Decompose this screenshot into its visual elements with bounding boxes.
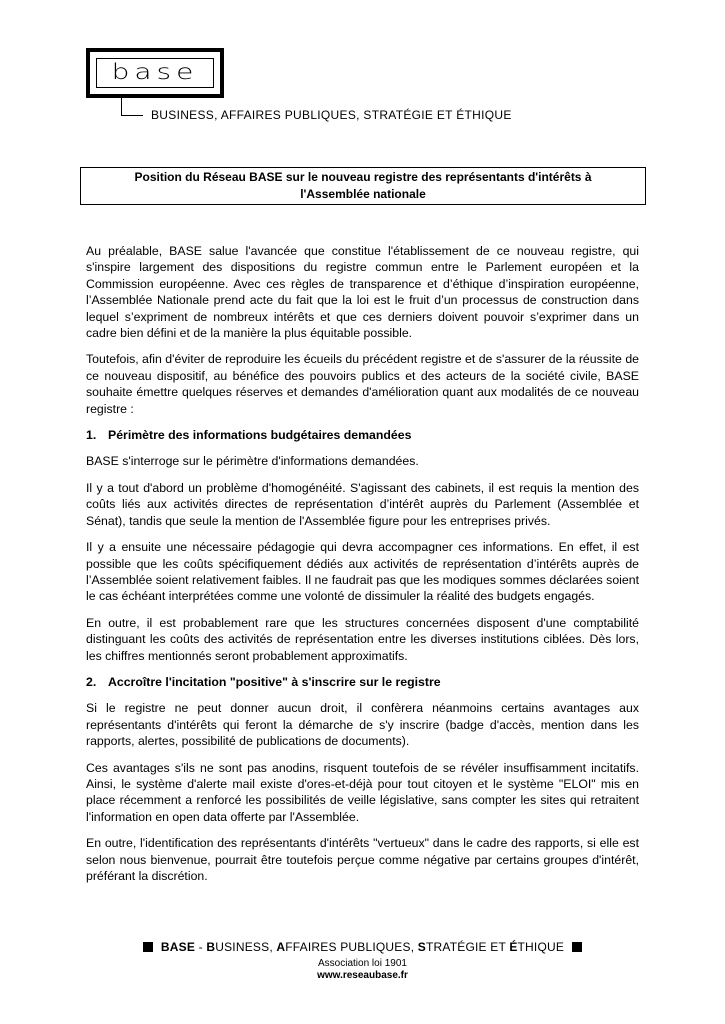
footer-website-link[interactable]: www.reseaubase.fr bbox=[317, 970, 408, 981]
paragraph-vertueux: En outre, l'identification des représentants d'intérêts "vertueux" dans le cadre des rapports, si elle est selon nous bienvenue, pourrait être toutefois perçue comme négative par certains groupes d'intérêt, préférant la discrétion. bbox=[86, 836, 639, 883]
square-bullet-icon bbox=[143, 942, 153, 952]
section-title-1: Périmètre des informations budgétaires demandées bbox=[108, 428, 412, 443]
footer-brand-text: BASE - BUSINESS, AFFAIRES PUBLIQUES, STRATÉGIE ET ÉTHIQUE bbox=[160, 940, 565, 954]
paragraph-incitatifs: Ces avantages s'ils ne sont pas anodins, risquent toutefois de se révéler insuffisamment incitatifs. Ainsi, le système d'alerte mail existe d'ores-et-déjà pour tout citoyen et le système "ELOI" mis en place récemment a renforcé les possibilités de veille législative, sans compter les sites qui retraitent l'information en open data offerte par l'Assemblée. bbox=[86, 760, 639, 824]
paragraph-reserves: Toutefois, afin d'éviter de reproduire les écueils du précédent registre et de s'assurer de la réussite de ce nouveau dispositif, au bénéfice des pouvoirs publics et des acteurs de la société civile, BASE souhaite émettre quelques réserves et demandes d'amélioration quant aux modalités de ce nouveau registre : bbox=[86, 352, 639, 416]
section-number-1: 1. bbox=[86, 428, 97, 443]
logo-text: base bbox=[111, 59, 199, 84]
footer-brand-line bbox=[0, 940, 725, 954]
paragraph-pedagogie: Il y a ensuite une nécessaire pédagogie qui devra accompagner ces informations. En effet, il est possible que les coûts spécifiquement dédiés aux activités de représentation d’intérêts auprès de l’Assemblée soient relativement faibles. Il ne faudrait pas que les modiques sommes déclarées soient le cas échéant interprétées comme une volonté de dissimuler la réalité des budgets engagés. bbox=[86, 540, 639, 604]
logo-inner-frame bbox=[96, 58, 214, 88]
paragraph-homogeneite: Il y a tout d'abord un problème d'homogénéité. S'agissant des cabinets, il est requis la mention des coûts liés aux activités directes de représentation d’intérêt auprès du Parlement (Assemblée et Sénat), tandis que seule la mention de l'Assemblée figure pour les entreprises privés. bbox=[86, 480, 639, 528]
section-title-2: Accroître l'incitation "positive" à s'inscrire sur le registre bbox=[108, 674, 441, 689]
logo-connector-branch bbox=[121, 115, 143, 116]
logo-connector-line bbox=[121, 98, 122, 115]
page-footer bbox=[0, 940, 725, 981]
section-heading-1 bbox=[86, 427, 639, 443]
document-title: Position du Réseau BASE sur le nouveau registre des représentants d'intérêts à l'Assemblée nationale bbox=[80, 167, 646, 205]
paragraph-intro: Au préalable, BASE salue l'avancée que constitue l'établissement de ce nouveau registre, qui s'inspire largement des dispositions du registre commun entre le Parlement européen et la Commission européenne. Avec ces règles de transparence et d’éthique d’inspiration européenne, l’Assemblée Nationale prend acte du fait que la loi est le fruit d’un processus de construction dans lequel s’expriment de nombreux intérêts et que ces derniers doivent pouvoir s’exprimer dans un cadre bien défini et de la manière la plus équitable possible. bbox=[86, 244, 639, 341]
square-bullet-icon bbox=[572, 942, 582, 952]
header-tagline: BUSINESS, AFFAIRES PUBLIQUES, STRATÉGIE ET ÉTHIQUE bbox=[151, 108, 512, 122]
footer-association: Association loi 1901 bbox=[318, 958, 407, 969]
paragraph-avantages: Si le registre ne peut donner aucun droit, il confèrera néanmoins certains avantages aux représentants d'intérêts qui feront la démarche de s'y inscrire (badge d'accès, mention dans les rapports, alertes, possibilité de publications de documents). bbox=[86, 701, 639, 749]
section-number-2: 2. bbox=[86, 674, 97, 689]
document-body bbox=[86, 243, 639, 894]
paragraph-comptabilite: En outre, il est probablement rare que les structures concernées disposent d'une comptabilité distinguant les coûts des activités de représentation entre les diverses institutions ciblées. Dès lors, les chiffres mentionnés seront probablement approximatifs. bbox=[86, 615, 639, 663]
section-heading-2 bbox=[86, 674, 639, 690]
base-logo bbox=[86, 48, 224, 98]
paragraph-perimetre: BASE s'interroge sur le périmètre d'informations demandées. bbox=[86, 454, 419, 469]
